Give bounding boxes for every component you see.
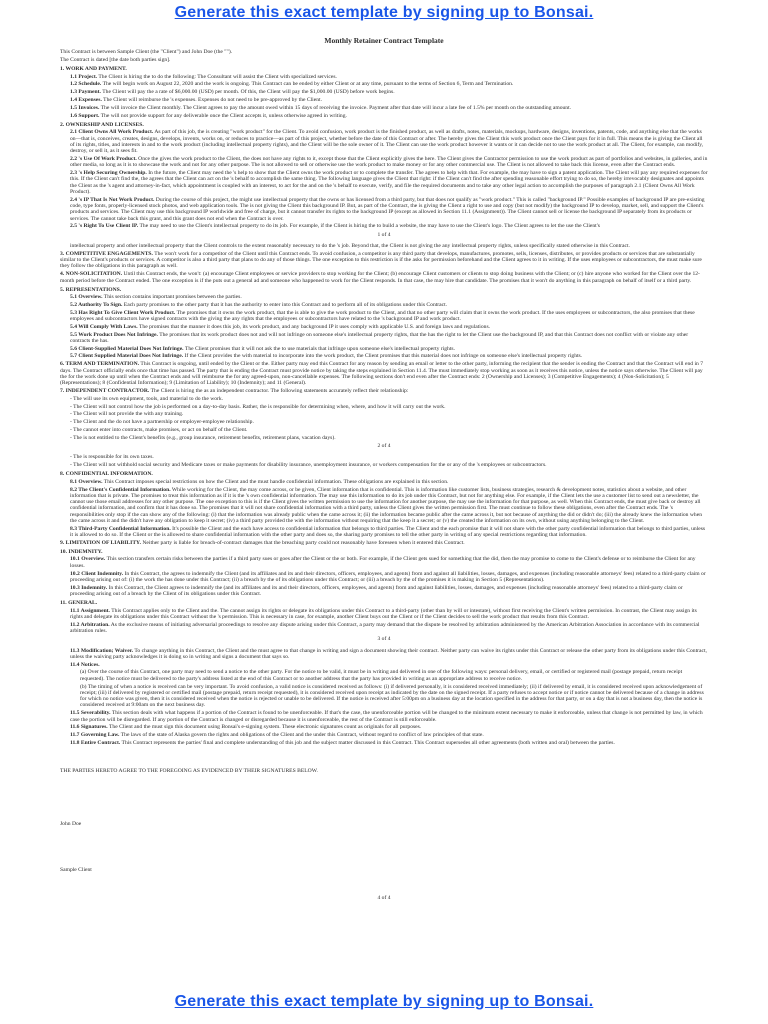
clause-4: 4. NON-SOLICITATION. Until this Contract ends, the won't: (a) encourage Client employees or service providers to stop working for the Client; (b) encourage Client customers or clients to stop doing business with the Client; or (c) hire anyone who worked for the Client over the 12-month period before the Contract ended. The one exception is if the puts out a general ad and someone who happened to work for the Client responds. In that case, the may hire that candidate. The promises that it won't do anything in this paragraph on behalf of itself or a third party.: [60, 271, 700, 284]
list-item: - The is not entitled to the Client's benefits (e.g., group insurance, retirement benefits, retirement plans, vacation days).: [70, 434, 336, 441]
intro-line: This Contract is between Sample Client (the "Client") and John Doe (the "").: [60, 49, 233, 56]
notice-paragraph: (b) The timing of when a notice is received can be very important. To avoid confusion, a valid notice is considered received as follows: (i) if delivered personally, it is considered received immediately; (ii) if delivered by email, it is considered received upon acknowledgement of receipt; (iii) if delivered by registered or certified mail (postage prepaid, return receipt requested), it is considered received upon receipt as indicated by the date on the signed receipt. If a party refuses to accept notice or if notice cannot be delivered because of a change in address for which no notice was given, then it is considered received when the notice is rejected or unable to be delivered. If the notice is received after 5:00pm on a business day at the location specified in the address for that party, or on a day that is not a business day, then the notice is considered received at 9:00am on the next business day.: [80, 683, 704, 709]
bonsai-signup-banner-bottom[interactable]: Generate this exact template by signing up to Bonsai.: [174, 993, 594, 1010]
clause-1-6: 1.6 Support. The will not provide support for any deliverable once the Client accepts it, unless otherwise agreed in writing.: [70, 112, 347, 119]
clause-2-2: 2.2 's Use Of Work Product. Once the gives the work product to the Client, the does not have any rights to it, except those that the Client explicitly gives the here. The Client gives the Contractor permission to use the work product as part of portfolios and websites, in galleries, and in other media, so long as it is to showcase the work and not for any other purpose. The is not allowed to sell or otherwise use the work product to make money or for any other commercial use. The Client is not allowed to take back this license, even after the Contract ends.: [70, 155, 708, 169]
page-number: 4 of 4: [377, 895, 391, 902]
section-heading: 5. REPRESENTATIONS.: [60, 286, 122, 293]
list-item: - The Client will not provide the with any training.: [70, 411, 184, 418]
clause-5-4: 5.4 Will Comply With Laws. The promises that the manner it does this job, its work product, and any background IP it uses comply with applicable U.S. and foreign laws and regulations.: [70, 323, 491, 330]
clause-2-5-continued: intellectual property and other intellectual property that the Client controls to the extent reasonably necessary to do the 's job. Beyond that, the Client is not giving the any intellectual property rights, unless specifically stated otherwise in this Contract.: [70, 243, 630, 250]
page-number: 2 of 4: [377, 443, 391, 450]
bonsai-signup-banner-top[interactable]: Generate this exact template by signing up to Bonsai.: [174, 4, 594, 21]
clause-7: 7. INDEPENDENT CONTRACTOR. The Client is hiring the as an independent contractor. The following statements accurately reflect their relationship:: [60, 387, 409, 394]
notice-paragraph: (a) Over the course of this Contract, one party may need to send a notice to the other party. For the notice to be valid, it must be in writing and delivered in one of the following ways: personal delivery, email, or certified or registered mail (postage prepaid, return receipt requested). The notice must be delivered to the party's address listed at the end of this Contract or to another address that the party has provided in writing as an appropriate address to receive notice.: [80, 669, 683, 682]
clause-1-3: 1.3 Payment. The Client will pay the a rate of $6,000.00 (USD) per month. Of this, the Client will pay the $1,000.00 (USD) before work begins.: [70, 89, 395, 96]
clause-5-6: 5.6 Client-Supplied Material Does Not Infringe. The Client promises that it will not ask the to use materials that infringe upon someone else's intellectual property rights.: [70, 345, 455, 352]
page-number: 1 of 4: [377, 231, 391, 238]
clause-10-1: 10.1 Overview. This section transfers certain risks between the parties if a third party sues or goes after the Client or the or both. For example, if the Client gets sued for something that the did, then the may promise to come to the Client's defense or to reimburse the Client for any losses.: [70, 556, 696, 569]
page-number: 3 of 4: [377, 636, 391, 643]
clause-2-1: 2.1 Client Owns All Work Product. As part of this job, the is creating "work product" for the Client. To avoid confusion, work product is the finished product, as well as drafts, notes, materials, mockups, hardware, designs, inventions, patents, code, and anything else that the works on—that is, conceives, creates, designs, develops, invents, works on, or reduces to practice—as part of this project, whether before the date of this Contract or after. The hereby gives the Client this work product once the Client pays for it in full. This means the is giving the Client all of its rights, titles, and interests in and to the work product (including intellectual property rights), and the Client will be the sole owner of it. The Client can use the work product however it wants or it can decide not to use the work product at all. The Client, for example, can modify, destroy, or sell it, as it sees fit.: [70, 129, 704, 155]
clause-1-1: 1.1 Project. The Client is hiring the to do the following: The Consultant will assist the Client with specialized services.: [70, 73, 337, 80]
clause-5-1: 5.1 Overview. This section contains important promises between the parties.: [70, 294, 242, 301]
clause-11-4: 11.4 Notices.: [70, 661, 100, 668]
clause-1-4: 1.4 Expenses. The Client will reimburse the 's expenses. Expenses do not need to be pre-approved by the Client.: [70, 97, 322, 104]
clause-11-6: 11.6 Signatures. The Client and the must sign this document using Bonsai's e-signing system. These electronic signatures count as originals for all purposes.: [70, 724, 422, 731]
clause-11-5: 11.5 Severability. This section deals with what happens if a portion of the Contract is found to be unenforceable. If that's the case, the unenforceable portion will be changed to the minimum extent necessary to make it enforceable, unless that change is not permitted by law, in which case the portion will be disregarded. If any portion of the Contract is changed or disregarded because it is unenforceable, the rest of the Contract is still enforceable.: [70, 710, 703, 723]
clause-6: 6. TERM AND TERMINATION. This Contract is ongoing, until ended by the Client or the. Either party may end this Contract for any reason by sending an email or letter to the other party, informing the recipient that the sender is ending the Contract and that the Contract will end in 7 days. The Contract officially ends once that time has passed. The party that is ending the Contract must provide notice by taking the steps explained in Section 11.4. The must immediately stop working as soon as it receives this notice, unless the notice says otherwise. The Client will pay the for the work done up until when the Contract ends and will reimburse the for any agreed-upon, non-cancellable expenses. The following sections don't end even after the Contract ends: 2 (Ownership and Licenses); 3 (Competitive Engagements); 4 (Non-Solicitation); 5 (Representations); 8 (Confidential Information); 9 (Limitation of Liability); 10 (Indemnity); and 11 (General).: [60, 361, 704, 387]
list-item: - The will use its own equipment, tools, and material to do the work.: [70, 395, 224, 402]
clause-11-3: 11.3 Modification; Waiver. To change anything in this Contract, the Client and the must agree to that change in writing and sign a document showing their contract. Neither party can waive its rights under this Contract or release the other party from its obligations under this Contract, unless the waiving party acknowledges it is doing so in writing and signs a document that says so.: [70, 647, 707, 660]
clause-11-2: 11.2 Arbitration. As the exclusive means of initiating adversarial proceedings to resolve any dispute arising under this Contract, a party may demand that the dispute be resolved by arbitration administered by the American Arbitration Association in accordance with its commercial arbitration rules.: [70, 621, 700, 634]
document-title: Monthly Retainer Contract Template: [324, 38, 444, 45]
clause-11-8: 11.8 Entire Contract. This Contract represents the parties' final and complete understanding of this job and the subject matter discussed in this Contract. This Contract supersedes all other agreements (both written and oral) between the parties.: [70, 739, 615, 746]
clause-9: 9. LIMITATION OF LIABILITY. Neither party is liable for breach-of-contract damages that the breaching party could not reasonably have foreseen when it entered this Contract.: [60, 539, 465, 546]
list-item: - The cannot enter into contracts, make promises, or act on behalf of the Client.: [70, 426, 248, 433]
section-heading: 10. INDEMNITY.: [60, 549, 103, 556]
intro-line: The Contract is dated [the date both parties sign].: [60, 57, 171, 64]
signer-name: John Doe: [60, 820, 82, 827]
section-heading: 8. CONFIDENTIAL INFORMATION.: [60, 471, 153, 478]
section-heading: 2. OWNERSHIP AND LICENSES.: [60, 121, 144, 128]
clause-10-3: 10.3 Indemnity. In this Contract, the Client agrees to indemnify the (and its affiliates and its and their directors, officers, employees, and agents) from and against liabilities, losses, damages, and expenses (including reasonable attorneys' fees) related to a third-party claim or proceeding arising out of a breach by the Client of its obligations under this Contract.: [70, 584, 683, 597]
list-item: - The Client will not control how the job is performed on a day-to-day basis. Rather, the is responsible for determining when, where, and how it will carry out the work.: [70, 403, 446, 410]
section-heading: 1. WORK AND PAYMENT.: [60, 66, 127, 73]
clause-5-5: 5.5 Work Product Does Not Infringe. The promises that its work product does not and will not infringe on someone else's intellectual property rights, that the has the right to let the Client use the background IP, and that this Contract does not conflict with or violate any other contracts the has.: [70, 331, 689, 344]
clause-8-3: 8.3 Third-Party Confidential Information. It's possible the Client and the each have access to confidential information that belongs to third parties. The Client and the each promise that it will not share with the other party confidential information that belongs to third parties, unless it is allowed to do so. If the Client or the is allowed to share confidential information with the other party and does so, the sharing party promises to tell the other party in writing of any special restrictions regarding that information.: [70, 525, 706, 539]
list-item: - The is responsible for its own taxes.: [70, 454, 154, 461]
clause-5-2: 5.2 Authority To Sign. Each party promises to the other party that it has the authority to enter into this Contract and to perform all of its obligations under this Contract.: [70, 301, 448, 308]
clause-8-2: 8.2 The Client's Confidential Information. While working for the Client, the may come across, or be given, Client information that is confidential. This is information like customer lists, business strategies, research & development notes, statistics about a website, and other information that is private. The promises to treat this information as if it is the 's own confidential information. The may use this information to do its job under this Contract, but not for anything else. For example, if the Client lets the use a customer list to send out a newsletter, the cannot use those email addresses for any other purpose. The one exception to this is if the Client gives the written permission to use the information for another purpose, the may use the information for that purpose, as well. When this Contract ends, the must give back or destroy all confidential information, and confirm that it has done so. The promises that it will not share confidential information with a third party, unless the Client gives the written permission first. The must continue to follow these obligations, even after the Contract ends. The 's responsibilities only stop if the can show any of the following: (i) that the information was already public when the came across it; (ii) the information became public after the came across it, but not because of anything the did or didn't do; (iii) the already knew the information when the came across it and the didn't have any obligation to keep it secret; (iv) a third party provided the with the information without requiring that the keep it a secret; or (v) the created the information on its own, without using anything belonging to the Client.: [70, 486, 702, 524]
clause-8-1: 8.1 Overview. This Contract imposes special restrictions on how the Client and the must handle confidential information. These obligations are explained in this section.: [70, 478, 449, 485]
contract-document: [60, 38, 708, 1018]
clause-10-2: 10.2 Client Indemnity. In this Contract, the agrees to indemnify the Client (and its affiliates and its and their directors, officers, employees, and agents) from and against all liabilities, losses, damages, and expenses (including reasonable attorneys' fees) related to a third-party claim or proceeding arising out of: (i) the work the has done under this Contract; (ii) a breach by the of its obligations under this Contract; or (iii) a breach by the of the promises it is making in Section 5 (Representations).: [70, 570, 706, 583]
clause-5-7: 5.7 Client Supplied Material Does Not Infringe. If the Client provides the with material to incorporate into the work product, the Client promises that this material does not infringe on someone else's intellectual property rights.: [70, 353, 583, 360]
clause-3: 3. COMPETITIVE ENGAGEMENTS. The won't work for a competitor of the Client until this Contract ends. To avoid confusion, a competitor is any third party that develops, manufactures, promotes, sells, licenses, distributes, or provides products or services that are substantially similar to the Client's products or services. A competitor is also a third party that plans to do any of those things. The one exception to this restriction is if the asks for permission beforehand and the Client agrees to it in writing. If the uses employees or subcontractors, the must make sure they follow the obligations in this paragraph as well.: [60, 250, 702, 270]
clause-1-2: 1.2 Schedule. The will begin work on August 22, 2020 and the work is ongoing. This Contract can be ended by either Client or at any time, pursuant to the terms of Section 6, Term and Termination.: [70, 81, 514, 88]
list-item: - The Client and the do not have a partnership or employer-employee relationship.: [70, 419, 254, 426]
clause-2-5: 2.5 's Right To Use Client IP. The may need to use the Client's intellectual property to do its job. For example, if the Client is hiring the to build a website, the may have to use the Client's logo. The Client agrees to let the use the Client's: [70, 223, 600, 230]
clause-11-7: 11.7 Governing Law. The laws of the state of Alaska govern the rights and obligations of the Client and the under this Contract, without regard to conflict of law principles of that state.: [70, 732, 484, 739]
clause-1-5: 1.5 Invoices. The will invoice the Client monthly. The Client agrees to pay the amount owed within 15 days of receiving the invoice. Payment after that date will incur a late fee of 1.5% per month on the outstanding amount.: [70, 104, 572, 111]
signer-name: Sample Client: [60, 866, 92, 873]
list-item: - The Client will not withhold social security and Medicare taxes or make payments for disability insurance, unemployment insurance, or workers compensation for the or any of the 's employees or subcontractors.: [70, 462, 547, 469]
signature-agreement-statement: THE PARTIES HERETO AGREE TO THE FOREGOING AS EVIDENCED BY THEIR SIGNATURES BELOW.: [60, 768, 318, 775]
clause-5-3: 5.3 Has Right To Give Client Work Product. The promises that it owns the work product, that the is able to give the work product to the Client, and that no other party will claim that it owns the work product. If the uses employees or subcontractors, the also promises that these employees and subcontractors have signed contracts with the giving the any rights that the employees or subcontractors have related to the 's background IP and work product.: [70, 309, 695, 322]
section-heading: 11. GENERAL.: [60, 600, 98, 607]
clause-11-1: 11.1 Assignment. This Contract applies only to the Client and the. The cannot assign its rights or delegate its obligations under this Contract to a third-party (other than by will or intestate), without first receiving the Client's written permission. In contrast, the Client may assign its rights and delegate its obligations under this Contract without the 's permission. This is necessary in case, for example, another Client buys out the Client or if the Client decides to sell the work product that results from this Contract.: [70, 607, 697, 620]
clause-2-4: 2.4 's IP That Is Not Work Product. During the course of this project, the might use intellectual property that the owns or has licensed from a third party, but that does not qualify as "work product." This is called "background IP." Possible examples of background IP are pre-existing code, type fonts, properly-licensed stock photos, and web application tools. The is not giving the Client this background IP. But, as part of the Contract, the is giving the Client a right to use and copy (but not modify) the background IP to develop, market, sell, and support the Client's products and services. The Client may use this background IP worldwide and free of charge, but it cannot transfer its rights to the background IP (except as allowed in Section 11.1 (Assignment)). The Client cannot sell or license the background IP separately from its products or services. The cannot take back this grant, and this grant does not end when the Contract is over.: [70, 196, 705, 222]
clause-2-3: 2.3 's Help Securing Ownership. In the future, the Client may need the 's help to show that the Client owns the work product or to complete the transfer. The agrees to help with that. For example, the may have to sign a patent application. The Client will pay any required expenses for this. If the Client can't find the, the agrees that the Client can act on the 's behalf to accomplish the same thing. The following language gives the Client that right: if the Client can't find the after spending reasonable effort trying to do so, the hereby irrevocably designates and appoints the Client as the 's agent and attorney-in-fact, which appointment is coupled with an interest, to act for the and on the 's behalf to execute, verify, and file the required documents and to take any other legal action to accomplish the purposes of paragraph 2.1 (Client Owns All Work Product).: [70, 170, 708, 195]
